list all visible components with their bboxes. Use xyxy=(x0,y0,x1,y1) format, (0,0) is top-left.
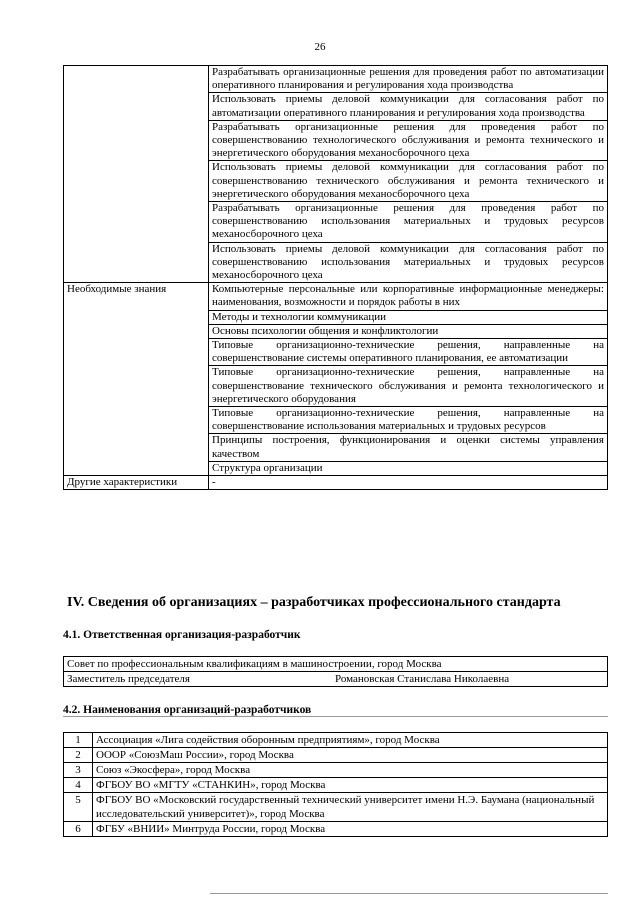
developer-name: ОООР «СоюзМаш России», город Москва xyxy=(93,748,608,763)
responsible-position: Заместитель председателя xyxy=(67,673,190,685)
developer-number: 2 xyxy=(64,748,93,763)
skill-cell: Использовать приемы деловой коммуникации для согласования работ по совершенствованию технического обслуживания и ремонта технического и энергетического оборудования механосборочного цеха xyxy=(209,161,608,202)
knowledge-cell: Типовые организационно-технические решения, направленные на совершенствование использования материальных и трудовых ресурсов xyxy=(209,407,608,434)
developer-number: 3 xyxy=(64,763,93,778)
responsible-signatory-row xyxy=(64,672,608,687)
responsible-heading: 4.1. Ответственная организация-разработчик xyxy=(63,629,301,641)
other-label: Другие характеристики xyxy=(64,476,209,490)
table-row xyxy=(64,763,608,778)
developers-table xyxy=(63,732,608,837)
developer-name: ФГБОУ ВО «Московский государственный технический университет имени Н.Э. Баумана (национальный исследовательский университет)», город Москва xyxy=(93,793,608,822)
knowledge-cell: Типовые организационно-технические решения, направленные на совершенствование технического обслуживания и ремонта технологического и энергетического оборудования xyxy=(209,366,608,407)
developer-number: 6 xyxy=(64,822,93,837)
developer-name: ФГБУ «ВНИИ» Минтруда России, город Москва xyxy=(93,822,608,837)
other-value: - xyxy=(209,476,608,490)
developer-name: Ассоциация «Лига содействия оборонным предприятиям», город Москва xyxy=(93,733,608,748)
responsible-org-table xyxy=(63,656,608,687)
divider xyxy=(210,893,608,894)
developer-name: ФГБОУ ВО «МГТУ «СТАНКИН», город Москва xyxy=(93,778,608,793)
developer-number: 1 xyxy=(64,733,93,748)
knowledge-cell: Основы психологии общения и конфликтологии xyxy=(209,324,608,338)
table-row xyxy=(64,733,608,748)
developer-name: Союз «Экосфера», город Москва xyxy=(93,763,608,778)
skill-cell: Использовать приемы деловой коммуникации для согласования работ по совершенствованию использования материальных и трудовых ресурсов механосборочного цеха xyxy=(209,242,608,283)
knowledge-cell: Компьютерные персональные или корпоративные информационные менеджеры: наименования, возможности и порядок работы в них xyxy=(209,283,608,310)
developers-heading: 4.2. Наименования организаций-разработчиков xyxy=(63,704,312,716)
page-number: 26 xyxy=(314,41,326,53)
table-row xyxy=(64,778,608,793)
table-row xyxy=(64,476,608,490)
skill-cell: Разрабатывать организационные решения для проведения работ по совершенствованию технологического обслуживания и ремонта технического и энергетического оборудования механосборочного цеха xyxy=(209,120,608,161)
section-title: IV. Сведения об организациях – разработчиках профессионального стандарта xyxy=(67,595,561,610)
responsible-org-name: Совет по профессиональным квалификациям в машиностроении, город Москва xyxy=(64,657,608,672)
knowledge-cell: Структура организации xyxy=(209,461,608,475)
knowledge-cell: Принципы построения, функционирования и оценки системы управления качеством xyxy=(209,434,608,461)
table-row xyxy=(64,283,608,310)
table-row xyxy=(64,748,608,763)
skill-cell: Разрабатывать организационные решения для проведения работ по совершенствованию использования материальных и трудовых ресурсов механосборочного цеха xyxy=(209,202,608,243)
labor-function-table xyxy=(63,65,608,490)
responsible-person: Романовская Станислава Николаевна xyxy=(335,673,510,685)
table-row xyxy=(64,66,608,93)
developer-number: 4 xyxy=(64,778,93,793)
divider xyxy=(63,716,608,717)
skill-cell: Разрабатывать организационные решения для проведения работ по автоматизации оперативного планирования и регулирования хода производства xyxy=(209,66,608,93)
row-label-empty xyxy=(64,66,209,283)
table-row xyxy=(64,793,608,822)
knowledge-cell: Методы и технологии коммуникации xyxy=(209,310,608,324)
knowledge-cell: Типовые организационно-технические решения, направленные на совершенствование системы оперативного планирования, ее автоматизации xyxy=(209,339,608,366)
skill-cell: Использовать приемы деловой коммуникации для согласования работ по автоматизации оперативного планирования и регулирования хода производства xyxy=(209,93,608,120)
knowledge-label: Необходимые знания xyxy=(64,283,209,476)
table-row xyxy=(64,822,608,837)
developer-number: 5 xyxy=(64,793,93,822)
